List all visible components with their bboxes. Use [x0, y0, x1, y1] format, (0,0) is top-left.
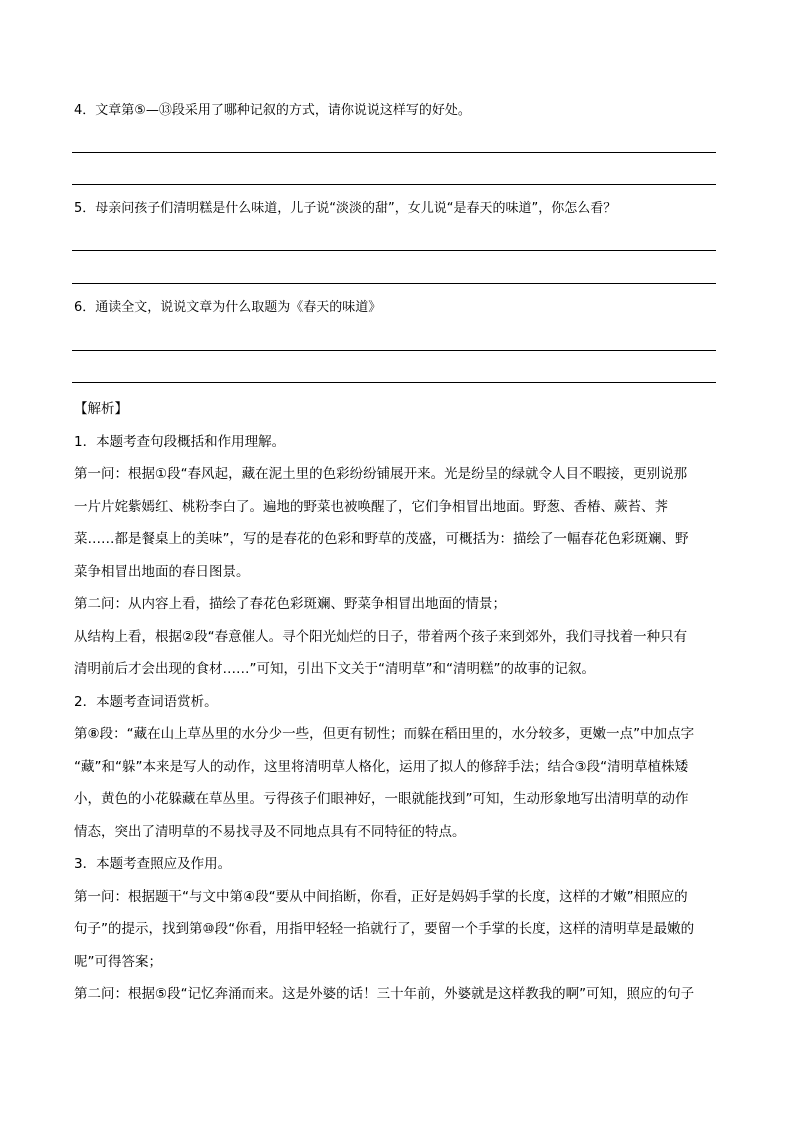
- analysis-line: 第⑧段：“藏在山上草丛里的水分少一些，但更有韧性；而躲在稻田里的，水分较多，更嫩一点”中加点字: [74, 726, 695, 742]
- question-4: 4．文章第⑤—⑬段采用了哪种记叙的方式，请你说说这样写的好处。: [74, 103, 471, 118]
- answer-line: [72, 382, 716, 383]
- analysis-line: 第二问：根据⑤段“记忆奔涌而来。这是外婆的话！三十年前，外婆就是这样教我的啊”可知，照应的句子: [74, 986, 695, 1002]
- question-6: 6．通读全文，说说文章为什么取题为《春天的味道》: [74, 300, 382, 315]
- analysis-line: 一片片姹紫嫣红、桃粉李白了。遍地的野菜也被唤醒了，它们争相冒出地面。野葱、香椿、蕨苔、荠: [74, 498, 668, 515]
- analysis-line: 1．本题考查句段概括和作用理解。: [74, 433, 286, 450]
- answer-line: [72, 152, 716, 153]
- question-5: 5．母亲问孩子们清明糕是什么味道，儿子说“淡淡的甜”，女儿说“是春天的味道”，你怎么看？: [74, 201, 617, 216]
- analysis-line: 2．本题考查词语赏析。: [74, 693, 218, 710]
- analysis-line: “藏”和“躲”本来是写人的动作，这里将清明草人格化，运用了拟人的修辞手法；结合③段“清明草植株矮: [74, 758, 689, 775]
- answer-line: [72, 350, 716, 351]
- analysis-line: 情态，突出了清明草的不易找寻及不同地点具有不同特征的特点。: [74, 823, 466, 840]
- analysis-line: 句子”的提示，找到第⑩段“你看，用指甲轻轻一掐就行了，要留一个手掌的长度，这样的清明草是最嫩的: [74, 921, 695, 937]
- analysis-line: 从结构上看，根据②段“春意催人。寻个阳光灿烂的日子，带着两个孩子来到郊外，我们寻找着一种只有: [74, 628, 688, 645]
- answer-line: [72, 283, 716, 284]
- analysis-line: 呢”可得答案；: [74, 953, 162, 970]
- analysis-line: 小，黄色的小花躲藏在草丛里。亏得孩子们眼神好，一眼就能找到”可知，生动形象地写出清明草的动作: [74, 791, 689, 807]
- analysis-section: [74, 393, 718, 1011]
- analysis-line: 第二问：从内容上看，描绘了春花色彩斑斓、野菜争相冒出地面的情景；: [74, 596, 506, 612]
- analysis-line: 第一问：根据①段“春风起，藏在泥土里的色彩纷纷铺展开来。光是纷呈的绿就令人目不暇接，更别说那: [74, 466, 688, 482]
- analysis-heading: 【解析】: [74, 401, 128, 417]
- analysis-line: 菜争相冒出地面的春日图景。: [74, 563, 250, 580]
- analysis-line: 清明前后才会出现的食材……”可知，引出下文关于“清明草”和“清明糕”的故事的记叙。: [74, 661, 595, 677]
- analysis-line: 第一问：根据题干“与文中第④段“要从中间掐断，你看，正好是妈妈手掌的长度，这样的才嫩”相照应的: [74, 888, 688, 905]
- answer-line: [72, 250, 716, 251]
- analysis-line: 3．本题考查照应及作用。: [74, 856, 232, 872]
- answer-line: [72, 184, 716, 185]
- analysis-line: 菜……都是餐桌上的美味”，写的是春花的色彩和野草的茂盛，可概括为：描绘了一幅春花色彩斑斓、野: [74, 531, 689, 547]
